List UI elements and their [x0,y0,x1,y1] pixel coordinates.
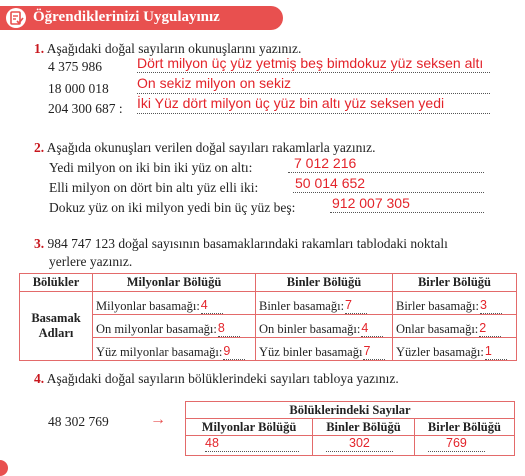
q4-value: 48 302 769 [48,414,109,429]
q2-row-2-answer: 50 014 652 [295,175,366,191]
q2-row-3-answer: 912 007 305 [332,195,410,211]
q3-number: 3. [34,236,45,251]
q1-row-3-answer-line [137,95,490,114]
q3-header-groups: Bölükler [20,274,93,292]
q3-answer: 9 [223,344,231,358]
q3-cell: Birler basamağı: 3 [393,292,517,315]
q4-table-title: Bölüklerindeki Sayılar [186,402,515,419]
q2-row-2-text: Elli milyon on dört bin altı yüz elli iki: [49,180,259,195]
checklist-icon [6,8,26,28]
q4-answer-ones: 769 [446,436,467,450]
q4-answer-cell [313,436,415,456]
q1-number: 1. [34,41,45,56]
q3-cell: Milyonlar basamağı: 4 [93,292,256,315]
q3-cell: Yüz binler basamağı 7 [256,338,393,361]
q3-cell: Binler basamağı: 7 [256,292,393,315]
q4-header-thousands: Binler Bölüğü [313,419,415,436]
q3-table [19,273,517,361]
q3-answer: 4 [361,321,369,335]
q1-row-1-value: 4 375 986 [48,59,102,74]
page-marker [0,460,8,476]
q3-text-line1: 984 747 123 doğal sayısının basamaklarındaki rakamları tablodaki noktalı [47,236,448,251]
q3-cell: On binler basamağı: 4 [256,315,393,338]
q3-text-line2: yerlere yazınız. [49,254,133,269]
q3-answer: 3 [479,298,487,312]
q4-table [185,401,515,456]
q1-row-2-answer-line [137,75,490,94]
q3-header-millions: Milyonlar Bölüğü [93,274,256,292]
q4-text: Aşağıdaki doğal sayıların bölüklerindeki sayıları tabloya yazınız. [46,371,399,386]
q3-answer: 8 [217,321,225,335]
q2-text: Aşağıda okunuşları verilen doğal sayıları rakamlarla yazınız. [46,140,376,155]
q1-row-3-answer: İki Yüz dört milyon üç yüz bin altı yüz seksen yedi [137,95,445,111]
q2-number: 2. [34,140,45,155]
q4-answer-millions: 48 [205,436,219,450]
q1-row-3-value: 204 300 687 : [48,101,123,116]
q3-header-thousands: Binler Bölüğü [256,274,393,292]
q1-row-2-value: 18 000 018 [48,81,109,96]
q3-cell: Yüzler basamağı: 1 [393,338,517,361]
q3-answer: 2 [479,321,487,335]
q2-row-1-answer: 7 012 216 [294,155,357,171]
section-title: Öğrendiklerinizi Uygulayınız [33,9,220,25]
q2-prompt [34,140,376,156]
q2-row-1-answer-line [288,155,484,173]
q3-answer: 7 [345,298,352,312]
q3-cell: Yüz milyonlar basamağı: 9 [93,338,256,361]
q4-header-millions: Milyonlar Bölüğü [186,419,313,436]
arrow-right-icon: → [150,411,166,428]
q3-answer: 7 [363,344,371,358]
q3-cell: On milyonlar basamağı: 8 [93,315,256,338]
q2-row-3-text: Dokuz yüz on iki milyon yedi bin üç yüz beş: [49,200,296,215]
q4-header-ones: Birler Bölüğü [414,419,514,436]
q1-row-1-answer-line [137,55,490,73]
q3-row-label: Basamak Adları [20,292,93,361]
q3-answer: 1 [484,344,492,358]
q3-answer: 4 [200,298,208,312]
q1-row-2-answer: On sekiz milyon on sekiz [137,75,292,91]
q1-row-1-answer: Dört milyon üç yüz yetmiş beş bimdokuz yüz seksen altı [137,55,484,71]
q4-answer-cell [414,436,514,456]
q4-answer-thousands: 302 [349,436,370,450]
q4-prompt [34,371,399,387]
q2-row-3-answer-line [330,195,484,213]
q3-prompt [34,236,524,252]
q4-answer-cell [186,436,313,456]
q4-number: 4. [34,371,45,386]
section-header [0,6,283,30]
q2-row-1-text: Yedi milyon on iki bin iki yüz on altı: [49,160,253,175]
q1-text: Aşağıdaki doğal sayıların okunuşlarını yazınız. [46,41,302,56]
q3-header-ones: Birler Bölüğü [393,274,517,292]
q3-cell: Onlar basamağı: 2 [393,315,517,338]
q2-row-2-answer-line [293,175,484,193]
